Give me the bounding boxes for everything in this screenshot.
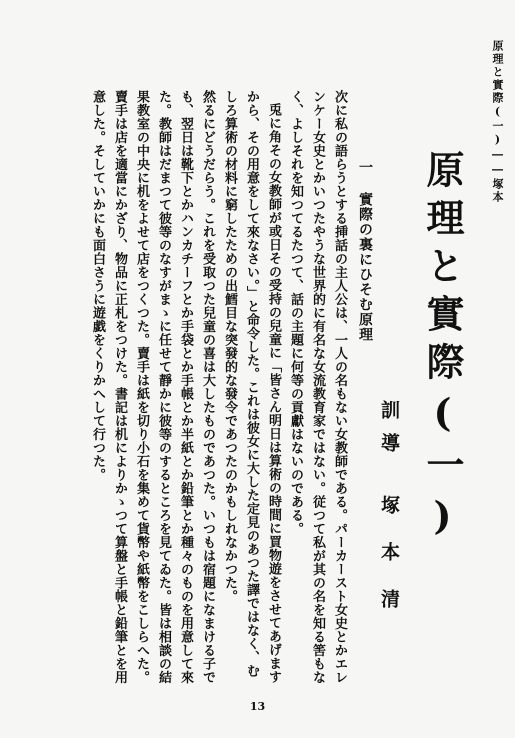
author-role: 訓導 xyxy=(378,400,400,466)
paragraph: 兎に角その女教師が或日その受持の兒童に「皆さん明日は算術の時間に買物遊をさせてあげますから、その用意をして來なさい。」と命令した。これは彼女に大した定見のあつた譯ではなく、むしろ算術の材料に窮したための出鱈目な突發的な發令であつたのかもしれなかつた。 xyxy=(222,90,281,684)
page-number: 13 xyxy=(249,700,266,713)
body-text xyxy=(86,90,350,690)
running-head: 原理と實際(一)――塚本 xyxy=(491,40,504,204)
article-title: 原理と實際(一) xyxy=(420,150,465,548)
author-name: 塚本清 xyxy=(378,495,400,636)
paragraph: 然るにどうだらう。これを受取つた兒童の喜は大したものであつた。いつもは宿題になまける子でも、翌日は靴下とかハンカチーフとか手袋とか手帳とか半紙とか鉛筆とか種々のものを用意して來た。教師はだまつて彼等のなすがまゝに任せて靜かに彼等のするところを見てゐた。皆は相談の結果教室の中央に机をよせて店をつくつた。賣手は紙を切り小石を集めて貨幣や紙幣をこしらへた。賣手は店を適當にかざり、物品に正札をつけた。書記は机によりかゝつて算盤と手帳と鉛筆とを用意した。そしていかにも面白さうに遊戯をくりかへして行つた。 xyxy=(90,90,215,684)
section-heading: 一 實際の裏にひそむ原理 xyxy=(357,160,373,342)
paragraph: 次に私の語らうとする挿話の主人公は、一人の名もない女教師である。パーカースト女史とかエレンケー女史とかいつたやうな世界的に有名な女流教育家ではない。従つて私が其の名を知る筈もなく、よしそれを知つてるたつて、話の主題に何等の貢獻はないのである。 xyxy=(288,90,347,684)
